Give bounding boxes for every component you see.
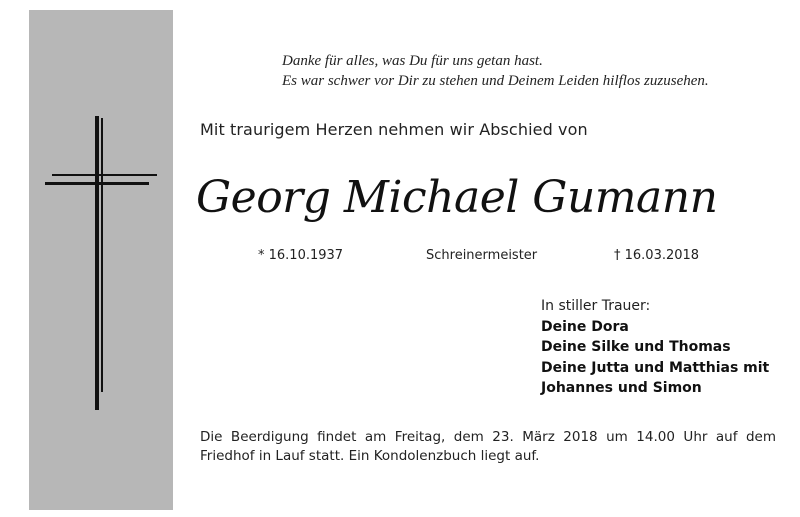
quote-line-1: Danke für alles, was Du für uns getan hast. xyxy=(282,53,543,69)
funeral-notice xyxy=(200,428,776,466)
mourner-line: Deine Silke und Thomas xyxy=(541,339,731,355)
deceased-name: Georg Michael Gumann xyxy=(196,172,718,223)
funeral-line-2: Friedhof in Lauf statt. Ein Kondolenzbuch liegt auf. xyxy=(200,448,540,464)
mourner-line: Deine Jutta und Matthias mit xyxy=(541,359,770,376)
quote-line-2: Es war schwer vor Dir zu stehen und Deinem Leiden hilflos zuzusehen. xyxy=(282,73,709,89)
mourner-line: Johannes und Simon xyxy=(541,380,702,396)
mourners-block xyxy=(541,296,769,399)
profession: Schreinermeister xyxy=(426,248,538,263)
death-date: † 16.03.2018 xyxy=(614,248,700,263)
mourner-line: Deine Dora xyxy=(541,318,629,335)
birth-date: * 16.10.1937 xyxy=(258,248,344,263)
mourners-label: In stiller Trauer: xyxy=(541,298,651,314)
funeral-line-1: Die Beerdigung findet am Freitag, dem 23. März 2018 um 14.00 Uhr auf dem xyxy=(200,429,776,445)
intro-text: Mit traurigem Herzen nehmen wir Abschied von xyxy=(200,120,588,139)
